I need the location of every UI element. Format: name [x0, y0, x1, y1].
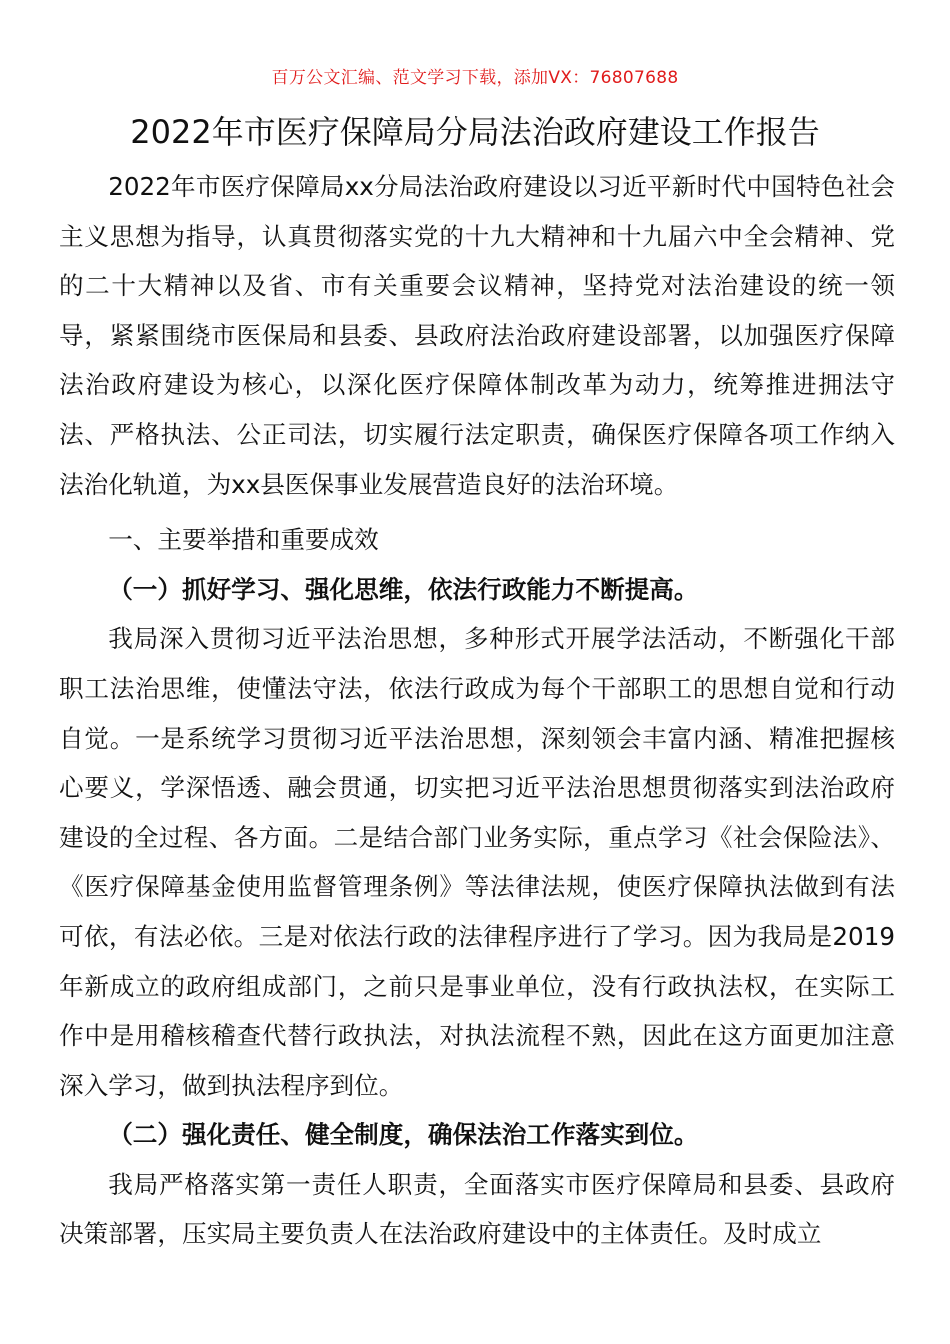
document-body: [59, 162, 895, 1259]
download-notice: 百万公文汇编、范文学习下载，添加VX：76807688: [271, 68, 679, 88]
sub-heading-1: （一）抓好学习、强化思维，依法行政能力不断提高。: [108, 574, 699, 604]
body-paragraph-1: 我局深入贯彻习近平法治思想，多种形式开展学法活动，不断强化干部职工法治思维，使懂法守法，依法行政成为每个干部职工的思想自觉和行动自觉。一是系统学习贯彻习近平法治思想，深刻领会丰富内涵、精准把握核心要义，学深悟透、融会贯通，切实把习近平法治思想贯彻落实到法治政府建设的全过程、各方面。二是结合部门业务实际，重点学习《社会保险法》、《医疗保障基金使用监督管理条例》等法律法规，使医疗保障执法做到有法可依，有法必依。三是对依法行政的法律程序进行了学习。因为我局是2019年新成立的政府组成部门，之前只是事业单位，没有行政执法权，在实际工作中是用稽核稽查代替行政执法，对执法流程不熟，因此在这方面更加注意深入学习，做到执法程序到位。: [59, 624, 895, 1100]
intro-paragraph: 2022年市医疗保障局xx分局法治政府建设以习近平新时代中国特色社会主义思想为指导，认真贯彻落实党的十九大精神和十九届六中全会精神、党的二十大精神以及省、市有关重要会议精神，坚持党对法治建设的统一领导，紧紧围绕市医保局和县委、县政府法治政府建设部署，以加强医疗保障法治政府建设为核心，以深化医疗保障体制改革为动力，统筹推进拥法守法、严格执法、公正司法，切实履行法定职责，确保医疗保障各项工作纳入法治化轨道，为xx县医保事业发展营造良好的法治环境。: [59, 172, 895, 499]
page-title: 2022年市医疗保障局分局法治政府建设工作报告: [130, 113, 820, 151]
body-paragraph-2: 我局严格落实第一责任人职责，全面落实市医疗保障局和县委、县政府决策部署，压实局主要负责人在法治政府建设中的主体责任。及时成立: [59, 1169, 895, 1249]
section-heading: 一、主要举措和重要成效: [108, 525, 379, 555]
sub-heading-2: （二）强化责任、健全制度，确保法治工作落实到位。: [108, 1120, 699, 1150]
